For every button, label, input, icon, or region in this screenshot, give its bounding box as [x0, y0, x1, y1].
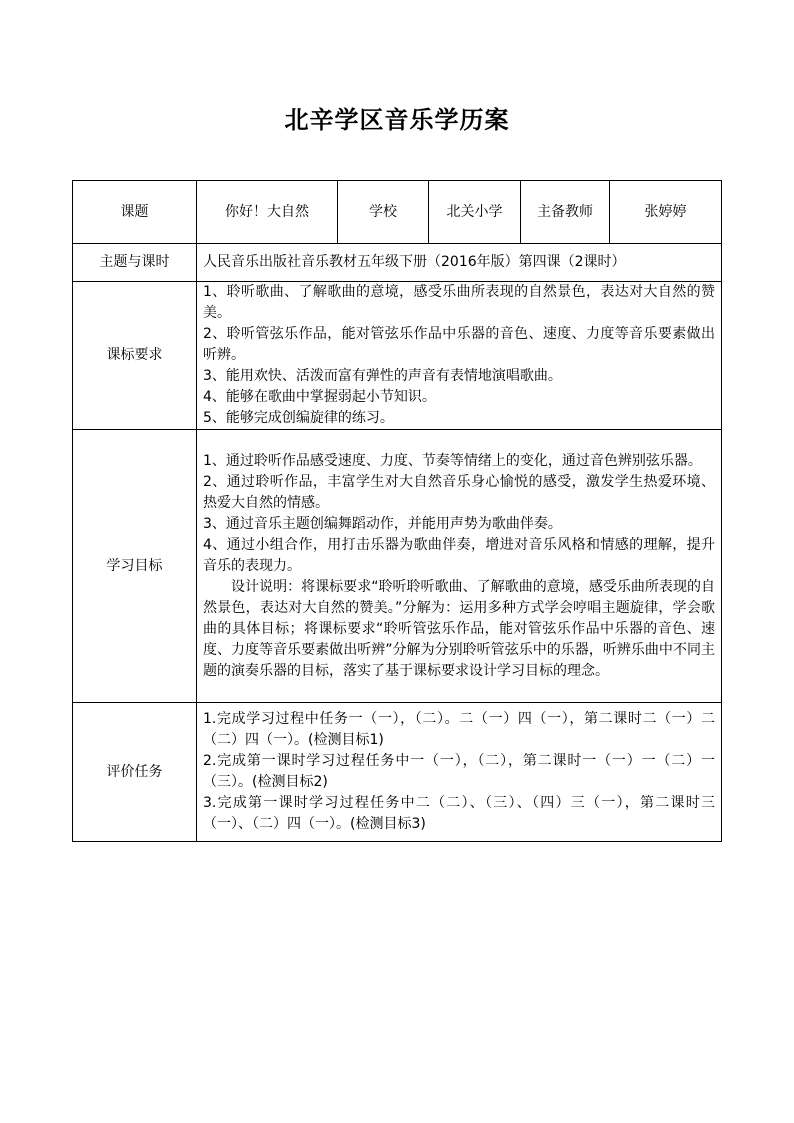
- standards-row: [73, 282, 722, 430]
- standard-item: 5、能够完成创编旋律的练习。: [203, 410, 394, 426]
- standards-content: [197, 282, 722, 430]
- objective-item: 3、通过音乐主题创编舞蹈动作，并能用声势为歌曲伴奏。: [203, 515, 562, 532]
- teacher-value: 张婷婷: [610, 181, 722, 244]
- design-note: 设计说明：将课标要求“聆听聆听歌曲、了解歌曲的意境，感受乐曲所表现的自然景色，表达对大自然的赞美。”分解为：运用多种方式学会哼唱主题旋律，学会歌曲的具体目标；将课标要求“聆听管弦乐作品，能对管弦乐作品中乐器的音色、速度、力度等音乐要素做出听辨”分解为分别聆听管弦乐中的乐器，听辨乐曲中不同主题的演奏乐器的目标，落实了基于课标要求设计学习目标的理念。: [203, 578, 715, 679]
- objective-item: 2、通过聆听作品，丰富学生对大自然音乐身心愉悦的感受，激发学生热爱环境、热爱大自然的情感。: [203, 473, 715, 511]
- page-title: 北辛学区音乐学历案: [284, 106, 510, 134]
- assessment-content: [197, 703, 722, 842]
- objectives-label: 学习目标: [73, 430, 197, 703]
- lesson-plan-table: [72, 180, 722, 842]
- topic-value: 你好！大自然: [197, 181, 338, 244]
- assessment-item: 1.完成学习过程中任务一（一），（二）。二（一）四（一），第二课时二（一）二（二）四（一）。(检测目标1): [203, 711, 715, 748]
- standard-item: 2、聆听管弦乐作品，能对管弦乐作品中乐器的音色、速度、力度等音乐要素做出听辨。: [203, 326, 715, 363]
- standard-item: 4、能够在歌曲中掌握弱起小节知识。: [203, 389, 436, 405]
- objective-item: 4、通过小组合作，用打击乐器为歌曲伴奏，增进对音乐风格和情感的理解，提升音乐的表现力。: [203, 536, 715, 574]
- theme-value: 人民音乐出版社音乐教材五年级下册（2016年版）第四课（2课时）: [197, 244, 722, 282]
- theme-label: 主题与课时: [73, 244, 197, 282]
- school-label: 学校: [338, 181, 429, 244]
- assessment-label: 评价任务: [73, 703, 197, 842]
- assessment-row: [73, 703, 722, 842]
- school-value: 北关小学: [429, 181, 521, 244]
- standard-item: 1、聆听歌曲、了解歌曲的意境，感受乐曲所表现的自然景色，表达对大自然的赞美。: [203, 284, 715, 321]
- objective-item: 1、通过聆听作品感受速度、力度、节奏等情绪上的变化，通过音色辨别弦乐器。: [203, 452, 702, 469]
- assessment-item: 2.完成第一课时学习过程任务中一（一），（二），第二课时一（一）一（二）一（三）。(检测目标2): [203, 753, 715, 790]
- standard-item: 3、能用欢快、活泼而富有弹性的声音有表情地演唱歌曲。: [203, 368, 562, 384]
- objectives-content: [197, 430, 722, 703]
- theme-row: [73, 244, 722, 282]
- standards-label: 课标要求: [73, 282, 197, 430]
- header-row: [73, 181, 722, 244]
- assessment-item: 3.完成第一课时学习过程任务中二（二）、（三）、（四）三（一），第二课时三（一）、（二）四（一）。(检测目标3): [203, 795, 715, 832]
- objectives-row: [73, 430, 722, 703]
- teacher-label: 主备教师: [521, 181, 610, 244]
- topic-label: 课题: [73, 181, 197, 244]
